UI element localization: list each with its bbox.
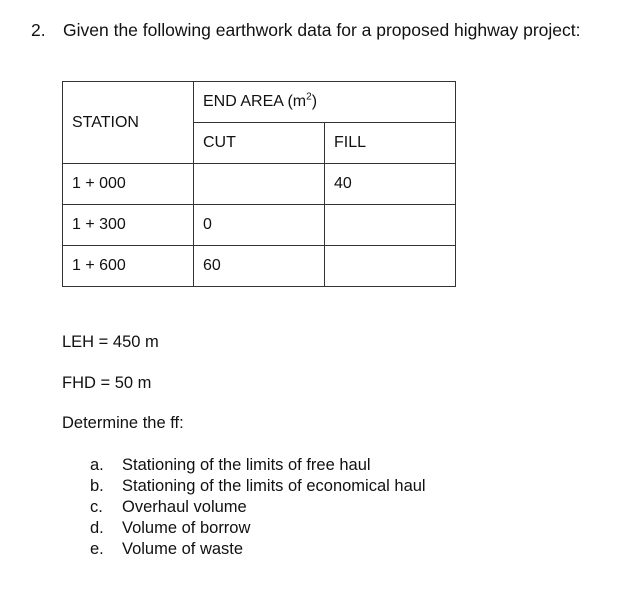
- item-text: Stationing of the limits of free haul: [122, 456, 371, 474]
- question-text: Given the following earthwork data for a proposed highway project:: [63, 20, 581, 40]
- table-row: [63, 164, 456, 205]
- station-cell: 1 + 000: [63, 164, 194, 205]
- item-text: Stationing of the limits of economical haul: [122, 477, 426, 495]
- list-item: [90, 518, 426, 539]
- end-area-header: [194, 82, 456, 123]
- task-list: [90, 455, 426, 560]
- earthwork-table: [62, 81, 456, 287]
- fill-cell: [325, 205, 456, 246]
- table-header-row: [63, 82, 456, 123]
- station-cell: 1 + 600: [63, 246, 194, 287]
- item-letter: c.: [90, 498, 103, 516]
- item-text: Volume of borrow: [122, 519, 251, 537]
- question-heading: [31, 20, 581, 41]
- fhd-value: FHD = 50 m: [62, 374, 152, 392]
- item-text: Overhaul volume: [122, 498, 247, 516]
- item-letter: b.: [90, 477, 104, 495]
- item-letter: e.: [90, 540, 104, 558]
- station-header: STATION: [63, 82, 194, 164]
- end-area-label: END AREA (m: [203, 93, 307, 110]
- cut-cell: 60: [194, 246, 325, 287]
- list-item: [90, 455, 426, 476]
- list-item: [90, 497, 426, 518]
- table-row: [63, 246, 456, 287]
- fill-header: FILL: [325, 123, 456, 164]
- list-item: [90, 476, 426, 497]
- end-area-superscript: 2: [306, 91, 312, 103]
- list-item: [90, 539, 426, 560]
- fill-cell: [325, 246, 456, 287]
- question-number: 2.: [31, 20, 46, 40]
- item-letter: a.: [90, 456, 104, 474]
- station-cell: 1 + 300: [63, 205, 194, 246]
- end-area-close: ): [311, 93, 318, 110]
- item-letter: d.: [90, 519, 104, 537]
- cut-cell: 0: [194, 205, 325, 246]
- fill-cell: 40: [325, 164, 456, 205]
- cut-cell: [194, 164, 325, 205]
- cut-header: CUT: [194, 123, 325, 164]
- determine-heading: Determine the ff:: [62, 414, 184, 432]
- table-row: [63, 205, 456, 246]
- leh-value: LEH = 450 m: [62, 333, 159, 351]
- item-text: Volume of waste: [122, 540, 244, 558]
